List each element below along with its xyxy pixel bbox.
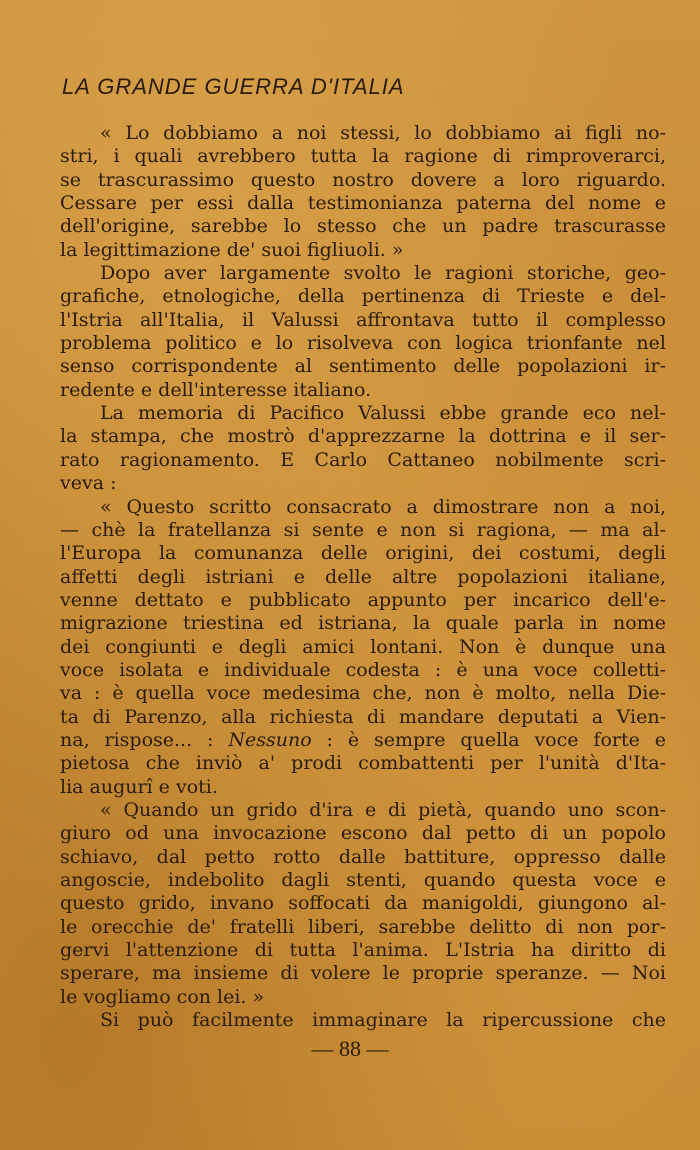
- text-line: — chè la fratellanza si sente e non si ragiona, — ma al-: [60, 518, 666, 541]
- page-number: — 88 —: [311, 1036, 389, 1061]
- text-line: ta di Parenzo, alla richiesta di mandare deputati a Vien-: [60, 705, 666, 728]
- text-line: la stampa, che mostrò d'apprezzarne la dottrina e il ser-: [60, 425, 666, 448]
- text-line: va : è quella voce medesima che, non è molto, nella Die-: [60, 682, 666, 705]
- text-line: Cessare per essi dalla testimonianza paterna del nome e: [60, 192, 666, 215]
- text-line: voce isolata e individuale codesta : è una voce colletti-: [60, 658, 666, 681]
- text-line: pietosa che inviò a' prodi combattenti per l'unità d'Ita-: [60, 752, 666, 775]
- text-span: : è sempre quella voce forte e: [311, 728, 666, 751]
- text-line: Si può facilmente immaginare la ripercussione che: [100, 1009, 666, 1032]
- text-line: gervi l'attenzione di tutta l'anima. L'Istria ha diritto di: [60, 939, 666, 962]
- text-line: sperare, ma insieme di volere le proprie speranze. — Noi: [60, 962, 666, 985]
- text-line: l'Istria all'Italia, il Valussi affrontava tutto il complesso: [60, 308, 666, 331]
- text-line-mixed: [60, 729, 666, 752]
- italic-word: Nessuno: [228, 728, 312, 751]
- text-line: lia augurî e voti.: [60, 775, 218, 798]
- text-line: « Lo dobbiamo a noi stessi, lo dobbiamo ai figli no-: [100, 122, 666, 144]
- text-line: « Quando un grido d'ira e di pietà, quando uno scon-: [100, 798, 666, 821]
- text-line: l'Europa la comunanza delle origini, dei costumi, degli: [60, 542, 666, 565]
- text-line: « Questo scritto consacrato a dimostrare non a noi,: [100, 495, 666, 518]
- text-line: affetti degli istriani e delle altre popolazioni italiane,: [60, 565, 666, 588]
- text-line: grafiche, etnologiche, della pertinenza di Trieste e del-: [60, 285, 666, 308]
- text-span: na, rispose... :: [60, 728, 229, 751]
- text-line: La memoria di Pacifico Valussi ebbe grande eco nel-: [100, 402, 666, 425]
- text-line: veva :: [60, 472, 117, 495]
- text-line: venne dettato e pubblicato appunto per incarico dell'e-: [60, 588, 666, 611]
- text-line: redente e dell'interesse italiano.: [60, 378, 372, 401]
- text-line: migrazione triestina ed istriana, la quale parla in nome: [60, 612, 666, 635]
- text-line: giuro od una invocazione escono dal petto di un popolo: [60, 822, 666, 845]
- text-line: problema politico e lo risolveva con logica trionfante nel: [60, 332, 666, 355]
- text-line: dei congiunti e degli amici lontani. Non è dunque una: [60, 635, 666, 658]
- text-line: la legittimazione de' suoi figliuoli. »: [60, 238, 404, 261]
- body-text: [60, 122, 666, 1032]
- text-line: schiavo, dal petto rotto dalle battiture, oppresso dalle: [60, 845, 666, 868]
- text-line: se trascurassimo questo nostro dovere a loro riguardo.: [60, 168, 666, 191]
- text-line: le vogliamo con lei. »: [60, 985, 265, 1008]
- text-line: Dopo aver largamente svolto le ragioni storiche, geo-: [100, 262, 666, 285]
- text-line: le orecchie de' fratelli liberi, sarebbe delitto di non por-: [60, 915, 666, 938]
- text-line: stri, i quali avrebbero tutta la ragione di rimproverarci,: [60, 145, 666, 168]
- text-line: angoscie, indebolito dagli stenti, quando questa voce e: [60, 869, 666, 891]
- text-line: questo grido, invano soffocati da manigoldi, giungono al-: [60, 892, 666, 915]
- text-line: dell'origine, sarebbe lo stesso che un padre trascurasse: [60, 215, 666, 238]
- text-line: rato ragionamento. E Carlo Cattaneo nobilmente scri-: [60, 448, 666, 471]
- running-title: LA GRANDE GUERRA D'ITALIA: [62, 74, 405, 99]
- text-line: senso corrispondente al sentimento delle popolazioni ir-: [60, 355, 666, 378]
